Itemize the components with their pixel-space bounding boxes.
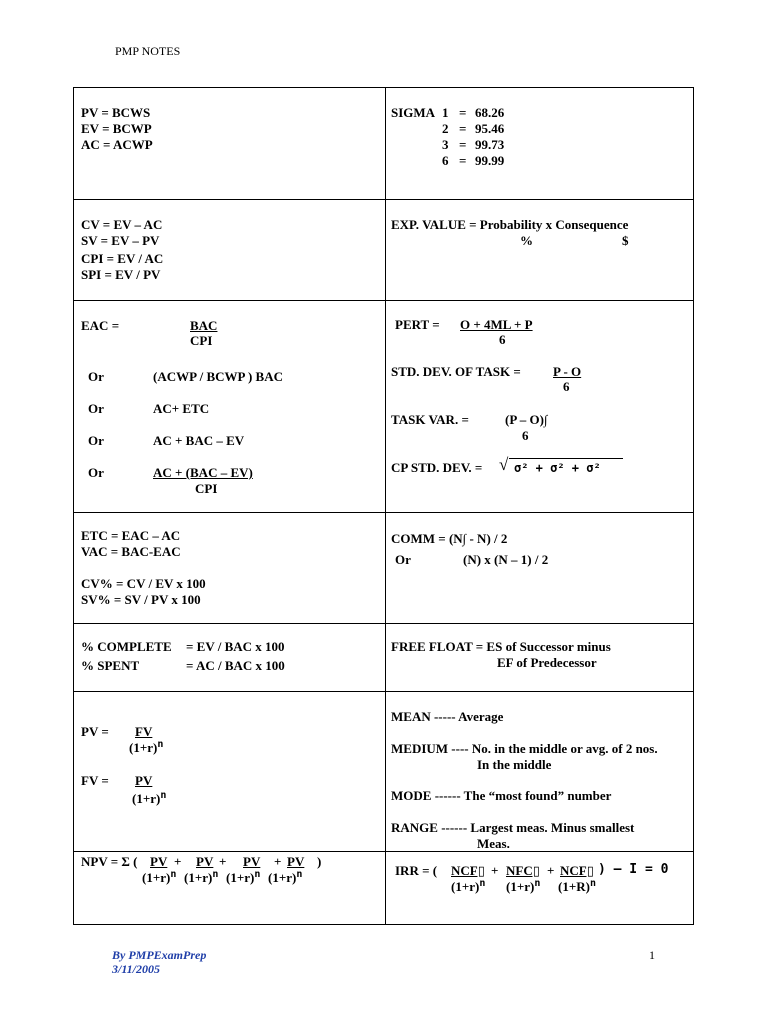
cp-std-dev-label: CP STD. DEV. = — [391, 460, 483, 475]
dollar-unit: $ — [622, 233, 629, 248]
mean-definition: MEAN ----- Average — [391, 709, 504, 724]
irr-term: NFC▯ — [506, 863, 540, 878]
cell-expected-value — [385, 199, 695, 300]
cp-std-dev-expression: σ² + σ² + σ² — [514, 461, 601, 475]
percent-spent-formula: = AC / BAC x 100 — [186, 658, 285, 673]
npv-term: PV — [150, 854, 168, 869]
irr-denominator: $(1+r)^n$ — [451, 878, 486, 894]
or-label: Or — [88, 465, 104, 480]
eac-option-2: AC+ ETC — [153, 401, 210, 416]
pert-label: PERT = — [395, 317, 440, 332]
mode-definition: MODE ------ The “most found” number — [391, 788, 612, 803]
cell-sigma — [385, 88, 695, 199]
spi-formula: SPI = EV / PV — [81, 267, 161, 282]
sigma-value: 68.26 — [475, 105, 505, 120]
cell-npv — [74, 851, 385, 926]
task-var-label: TASK VAR. = — [391, 412, 469, 427]
sigma-value: 99.99 — [475, 153, 505, 168]
npv-denominator: $(1+r)^n$ — [184, 869, 219, 885]
expected-value-formula: EXP. VALUE = Probability x Consequence — [391, 217, 629, 232]
or-label: Or — [88, 433, 104, 448]
cell-earned-value-terms — [74, 88, 385, 199]
npv-label: NPV = Σ ( — [81, 854, 138, 869]
sv-formula: SV = EV – PV — [81, 233, 160, 248]
percent-complete-formula: = EV / BAC x 100 — [186, 639, 285, 654]
irr-term: NCF▯ — [560, 863, 594, 878]
footer-author: By PMPExamPrep — [112, 948, 207, 962]
plus-sign: + — [491, 863, 499, 878]
cell-complete-spent — [74, 623, 385, 691]
irr-denominator: $(1+r)^n$ — [506, 878, 541, 894]
sigma-label: SIGMA — [391, 105, 436, 120]
free-float-line-1: FREE FLOAT = ES of Successor minus — [391, 639, 611, 654]
sigma-n: 2 — [442, 121, 449, 136]
pert-denominator: 6 — [499, 332, 506, 347]
npv-denominator: $(1+r)^n$ — [142, 869, 177, 885]
sigma-n: 3 — [442, 137, 449, 152]
etc-formula: ETC = EAC – AC — [81, 528, 181, 543]
irr-tail: ) – I = 0 — [598, 862, 669, 877]
radical-bar — [509, 458, 623, 459]
eac-denominator: CPI — [190, 333, 213, 348]
sigma-eq: = — [459, 137, 467, 152]
comm-formula: COMM = (N∫ - N) / 2 — [391, 531, 508, 546]
percent-unit: % — [520, 233, 533, 248]
cell-variances — [74, 199, 385, 300]
eac-numerator: BAC — [190, 318, 218, 333]
sigma-n: 6 — [442, 153, 449, 168]
plus-sign: + — [174, 854, 182, 869]
task-var-numerator: (P – O)∫ — [505, 412, 548, 427]
cell-pert — [385, 300, 695, 512]
std-dev-denominator: 6 — [563, 379, 570, 394]
eac-option-4-denominator: CPI — [195, 481, 218, 496]
cell-irr — [385, 851, 695, 926]
or-label: Or — [395, 552, 411, 567]
pv-label: PV = — [81, 724, 109, 739]
cell-statistics-terms — [385, 691, 695, 851]
fv-label: FV = — [81, 773, 109, 788]
plus-sign: + — [274, 854, 282, 869]
page-number: 1 — [649, 948, 655, 962]
pv-definition: PV = BCWS — [81, 105, 151, 120]
cv-formula: CV = EV – AC — [81, 217, 163, 232]
formula-table — [73, 87, 694, 925]
percent-spent-label: % SPENT — [81, 658, 140, 673]
std-dev-label: STD. DEV. OF TASK = — [391, 364, 521, 379]
plus-sign: + — [219, 854, 227, 869]
irr-denominator: $(1+R)^n$ — [558, 878, 596, 894]
median-definition-cont: In the middle — [477, 757, 552, 772]
ac-definition: AC = ACWP — [81, 137, 153, 152]
sigma-value: 95.46 — [475, 121, 505, 136]
cell-eac — [74, 300, 385, 512]
range-definition-cont: Meas. — [477, 836, 510, 851]
sigma-n: 1 — [442, 105, 449, 120]
fv-denominator: $(1+r)^n$ — [132, 790, 167, 806]
cell-free-float — [385, 623, 695, 691]
npv-close-paren: ) — [317, 854, 322, 869]
fv-numerator: PV — [135, 773, 153, 788]
irr-label: IRR = ( — [395, 863, 438, 878]
footer-credit — [112, 948, 206, 976]
cell-etc-vac — [74, 512, 385, 623]
square-root-icon: √ — [499, 455, 509, 474]
irr-term: NCF▯ — [451, 863, 485, 878]
ev-definition: EV = BCWP — [81, 121, 152, 136]
free-float-line-2: EF of Predecessor — [497, 655, 597, 670]
std-dev-numerator: P - O — [553, 364, 582, 379]
pv-denominator: $(1+r)^n$ — [129, 739, 164, 755]
pert-numerator: O + 4ML + P — [460, 317, 533, 332]
sigma-eq: = — [459, 105, 467, 120]
plus-sign: + — [547, 863, 555, 878]
eac-option-1: (ACWP / BCWP ) BAC — [153, 369, 283, 384]
cv-percent-formula: CV% = CV / EV x 100 — [81, 576, 206, 591]
or-label: Or — [88, 369, 104, 384]
comm-alt-formula: (N) x (N – 1) / 2 — [463, 552, 549, 567]
sigma-eq: = — [459, 153, 467, 168]
sigma-eq: = — [459, 121, 467, 136]
npv-term: PV — [196, 854, 214, 869]
npv-denominator: $(1+r)^n$ — [268, 869, 303, 885]
npv-term: PV — [287, 854, 305, 869]
eac-option-3: AC + BAC – EV — [153, 433, 245, 448]
percent-complete-label: % COMPLETE — [81, 639, 172, 654]
task-var-denominator: 6 — [522, 428, 529, 443]
cell-present-future-value — [74, 691, 385, 851]
eac-option-4-numerator: AC + (BAC – EV) — [153, 465, 253, 480]
sigma-value: 99.73 — [475, 137, 505, 152]
cell-communication-channels — [385, 512, 695, 623]
pv-numerator: FV — [135, 724, 153, 739]
sv-percent-formula: SV% = SV / PV x 100 — [81, 592, 201, 607]
or-label: Or — [88, 401, 104, 416]
eac-label: EAC = — [81, 318, 120, 333]
cpi-formula: CPI = EV / AC — [81, 251, 164, 266]
vac-formula: VAC = BAC-EAC — [81, 544, 181, 559]
page-header: PMP NOTES — [115, 44, 181, 58]
footer-date: 3/11/2005 — [112, 962, 161, 976]
npv-term: PV — [243, 854, 261, 869]
npv-denominator: $(1+r)^n$ — [226, 869, 261, 885]
median-definition: MEDIUM ---- No. in the middle or avg. of 2 nos. — [391, 741, 658, 756]
range-definition: RANGE ------ Largest meas. Minus smallest — [391, 820, 635, 835]
